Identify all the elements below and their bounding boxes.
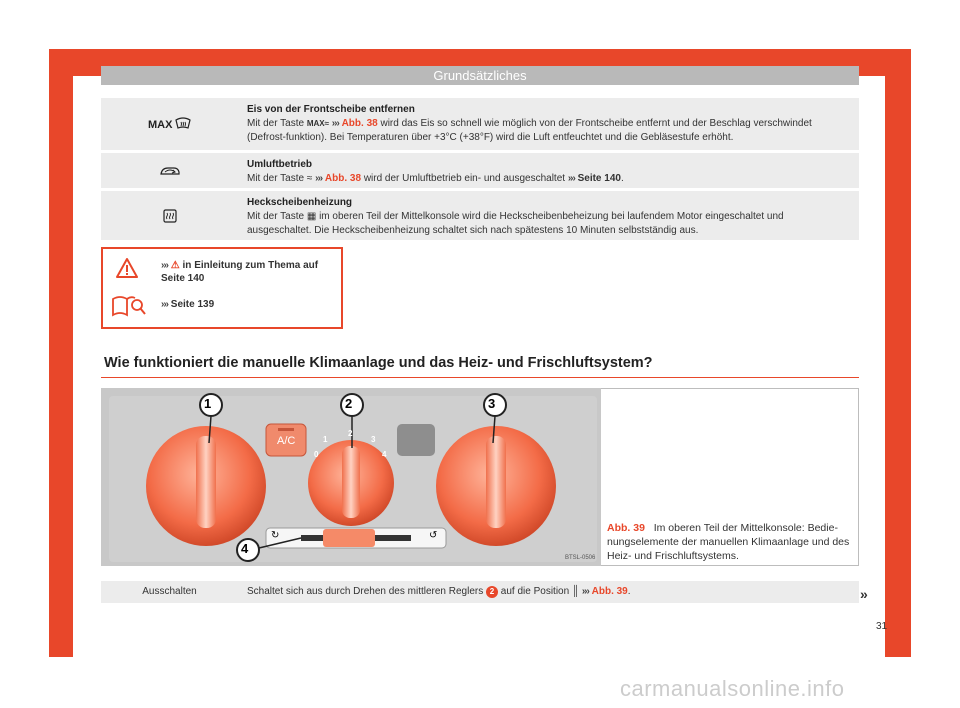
table-row-ausschalten [101,581,859,603]
section-divider [101,377,859,378]
row-text: Schaltet sich aus durch Drehen des mittleren Reglers 2 auf die Position ║ ››› Abb. 39. [247,586,631,597]
fan-mark-2: 2 [348,429,353,438]
slider-fresh-air-icon: ↺ [429,530,438,541]
fan-mark-0: 0 [314,450,319,459]
recirculation-icon [101,153,238,188]
row-label: Ausschalten [142,586,197,597]
row-text: Mit der Taste ≈ ››› Abb. 38 wird der Umluftbetrieb ein- und ausgeschaltet ››› Seite 140. [247,173,624,184]
slider-recirc-icon: ↻ [271,530,280,541]
page-link[interactable]: Seite 140 [577,173,621,184]
callout-1: 1 [204,396,212,411]
row-text: Mit der Taste MAX≈ ››› Abb. 38 wird das Eis so schnell wie möglich von der Frontscheibe entfernt und der Beschlag verschwindet (Defrost-funktion). Bei Temperaturen über +3°C (+38°F) wird die Luft entfeuchtet und die Gebläsestufe erhöht. [247,118,812,143]
ac-button[interactable]: A/C [277,435,296,447]
defrost-max-icon [101,98,238,150]
svg-text:MAX: MAX [147,119,172,131]
manual-reference-text: ››› Seite 139 [161,299,215,310]
table-row-rear-heating [101,191,859,240]
callout-4: 4 [241,541,249,556]
callout-2: 2 [345,396,353,411]
recirculation-inline-icon: ≈ [306,173,313,184]
row-text: Mit der Taste ▦ im oberen Teil der Mittelkonsole wird die Heckscheibenbeheizung bei laufendem Motor eingeschaltet und ausgeschaltet. Die Heckscheibenheizung schaltet sich nach spätestens 10 Minuten selbstständig aus. [247,211,784,236]
table-row-recirculation [101,153,859,188]
page-header: Grundsätzliches [101,66,859,85]
warning-inline-icon: ⚠ [170,260,180,271]
continue-mark: » [860,586,868,602]
rear-window-heating-icon [101,191,238,240]
climate-control-figure [101,388,601,566]
figure-link[interactable]: Abb. 38 [324,173,362,184]
callout-3: 3 [488,396,496,411]
page-link[interactable]: Seite 139 [170,299,215,310]
fan-mark-3: 3 [371,435,376,444]
row-title: Eis von der Frontscheibe entfernen [247,104,415,115]
warning-reference-text: ››› ⚠ in Einleitung zum Thema auf Seite 140 [161,260,319,284]
figure-caption: Abb. 39 Im oberen Teil der Mittelkonsole: Bedie-nungselemente der manuellen Klimaanlage und des Heiz- und Frischluftsystems. [607,522,850,562]
warning-reference-box [101,247,343,329]
knob-number-badge: 2 [486,586,498,598]
watermark: carmanualsonline.info [620,676,845,701]
fan-mark-4: 4 [382,450,387,459]
rear-window-heating-inline-icon: ▦ [306,211,317,222]
table-row-defrost [101,98,859,150]
defrost-max-inline-icon: MAX≈ [306,119,330,128]
page-number: 31 [876,621,888,632]
off-position-icon: ║ [571,586,580,597]
row-title: Heckscheibenheizung [247,197,353,208]
figure-code: BTSL-0506 [565,555,596,561]
section-title: Wie funktioniert die manuelle Klimaanlage und das Heiz- und Frischluftsystem? [104,355,653,371]
figure-link[interactable]: Abb. 38 [341,118,378,129]
fan-mark-1: 1 [323,435,328,444]
row-title: Umluftbetrieb [247,159,312,170]
warning-triangle-icon [115,257,139,279]
manual-book-icon [111,293,147,319]
figure-link[interactable]: Abb. 39 [591,586,628,597]
